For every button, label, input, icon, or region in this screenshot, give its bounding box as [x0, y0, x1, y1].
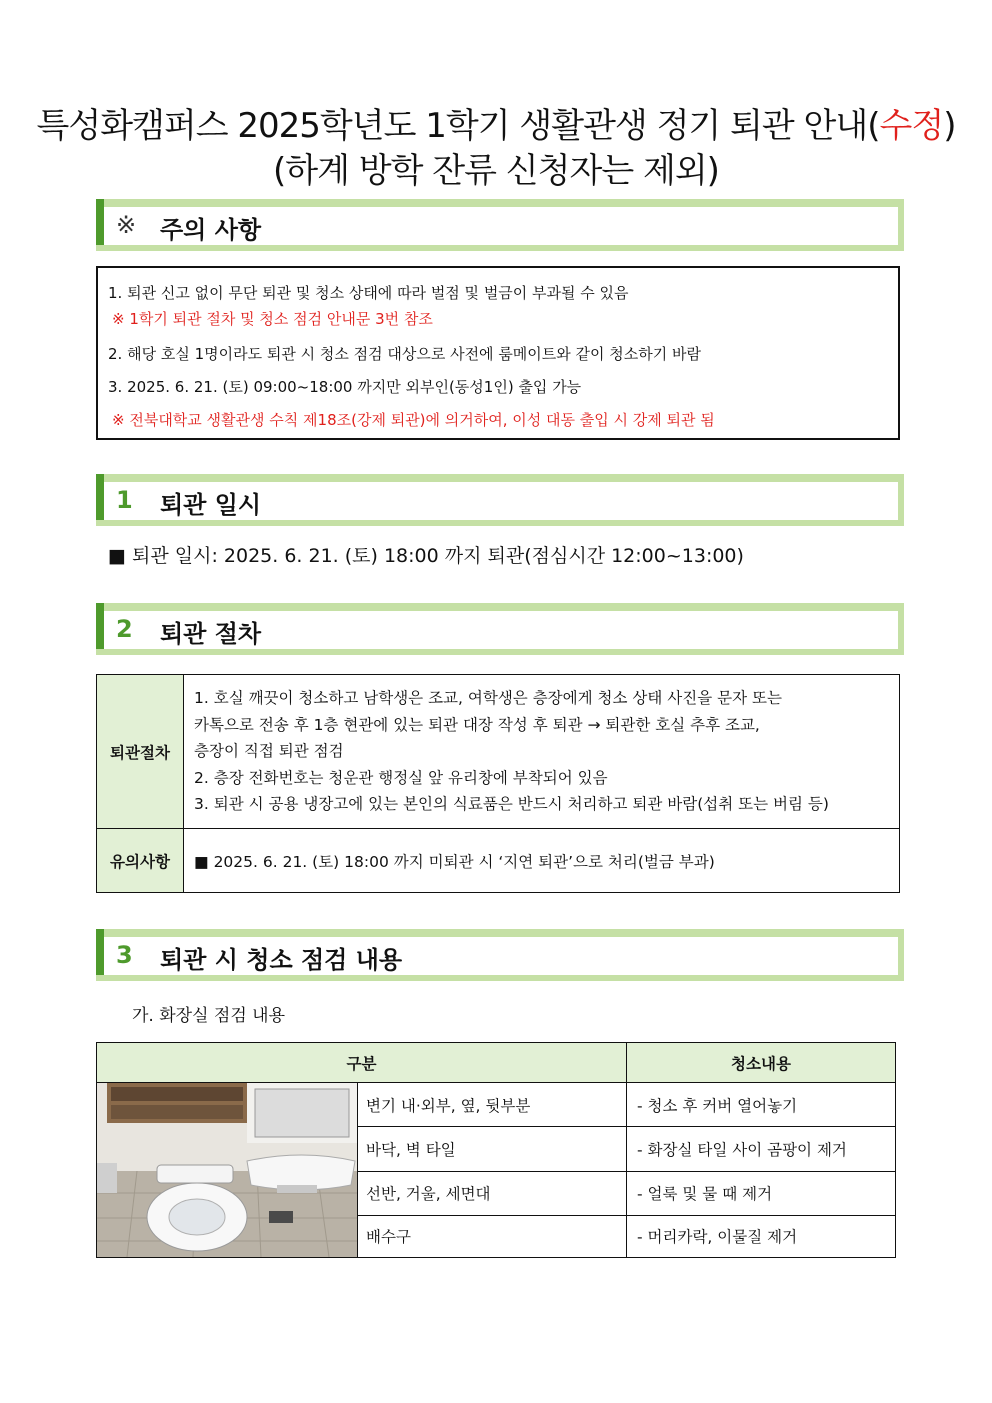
section1-text: 퇴관 일시: 2025. 6. 21. (토) 18:00 까지 퇴관(점심시간 12:00~13:00) — [132, 545, 744, 567]
bathroom-header-row — [97, 1043, 896, 1083]
content-column-header: 청소내용 — [627, 1043, 896, 1083]
section1-datetime — [108, 541, 744, 568]
notice-heading: 주의 사항 — [160, 216, 262, 244]
procedure-line-5: 3. 퇴관 시 공용 냉장고에 있는 본인의 식료품은 반드시 처리하고 퇴관 바람(섭취 또는 버림 등) — [194, 795, 829, 814]
notice-heading-bar — [96, 199, 904, 251]
title-revised-mark: 수정 — [879, 106, 944, 146]
area-cell: 선반, 거울, 세면대 — [358, 1171, 627, 1215]
page-title — [0, 98, 992, 147]
bathroom-table — [96, 1042, 896, 1258]
notice-line-3: 2. 해당 호실 1명이라도 퇴관 시 청소 점검 대상으로 사전에 룸메이트와 같이 청소하기 바람 — [108, 345, 701, 363]
section2-heading: 퇴관 절차 — [160, 620, 262, 648]
bathroom-photo — [97, 1083, 357, 1257]
notice-line-5: ※ 전북대학교 생활관생 수칙 제18조(강제 퇴관)에 의거하여, 이성 대동 출입 시 강제 퇴관 됨 — [112, 411, 715, 429]
caution-row — [97, 829, 900, 893]
procedure-row — [97, 675, 900, 829]
notice-marker: ※ — [116, 211, 137, 239]
content-cell: - 청소 후 커버 열어놓기 — [627, 1083, 896, 1127]
procedure-content — [184, 675, 900, 829]
bathroom-photo-cell — [97, 1083, 358, 1258]
caution-header: 유의사항 — [97, 829, 184, 893]
procedure-line-3: 층장이 직접 퇴관 점검 — [194, 742, 344, 761]
section3-subheading: 가. 화장실 점검 내용 — [132, 1006, 285, 1026]
procedure-line-1: 1. 호실 깨끗이 청소하고 남학생은 조교, 여학생은 층장에게 청소 상태 사진을 문자 또는 — [194, 689, 782, 708]
page-subtitle: (하계 방학 잔류 신청자는 제외) — [273, 151, 719, 191]
area-cell: 배수구 — [358, 1215, 627, 1257]
section1-number: 1 — [116, 486, 133, 514]
notice-line-4: 3. 2025. 6. 21. (토) 09:00~18:00 까지만 외부인(동성1인) 출입 가능 — [108, 378, 582, 396]
procedure-line-2: 카톡으로 전송 후 1층 현관에 있는 퇴관 대장 작성 후 퇴관 → 퇴관한 호실 추후 조교, — [194, 715, 760, 734]
section3-number: 3 — [116, 941, 133, 969]
notice-line-2: ※ 1학기 퇴관 절차 및 청소 점검 안내문 3번 참조 — [112, 310, 433, 328]
notice-box — [96, 266, 900, 440]
area-cell: 변기 내·외부, 옆, 뒷부분 — [358, 1083, 627, 1127]
procedure-table — [96, 674, 900, 893]
caution-content: ■ 2025. 6. 21. (토) 18:00 까지 미퇴관 시 ‘지연 퇴관’으로 처리(벌금 부과) — [184, 829, 900, 893]
content-cell: - 얼룩 및 물 때 제거 — [627, 1171, 896, 1215]
title-main: 특성화캠퍼스 2025학년도 1학기 생활관생 정기 퇴관 안내( — [36, 106, 880, 146]
title-close-paren: ) — [943, 106, 956, 146]
content-cell: - 머리카락, 이물질 제거 — [627, 1215, 896, 1257]
section3-heading-bar — [96, 929, 904, 981]
section2-number: 2 — [116, 615, 133, 643]
area-cell: 바닥, 벽 타일 — [358, 1127, 627, 1171]
procedure-header: 퇴관절차 — [97, 675, 184, 829]
table-row — [97, 1083, 896, 1127]
area-column-header: 구분 — [97, 1043, 627, 1083]
procedure-line-4: 2. 층장 전화번호는 청운관 행정실 앞 유리창에 부착되어 있음 — [194, 768, 608, 787]
notice-line-1: 1. 퇴관 신고 없이 무단 퇴관 및 청소 상태에 따라 벌점 및 벌금이 부과될 수 있음 — [108, 284, 629, 302]
square-bullet-icon: ■ — [108, 545, 126, 567]
section3-heading: 퇴관 시 청소 점검 내용 — [160, 946, 403, 974]
section1-heading: 퇴관 일시 — [160, 491, 262, 519]
section2-heading-bar — [96, 603, 904, 655]
content-cell: - 화장실 타일 사이 곰팡이 제거 — [627, 1127, 896, 1171]
section1-heading-bar — [96, 474, 904, 526]
